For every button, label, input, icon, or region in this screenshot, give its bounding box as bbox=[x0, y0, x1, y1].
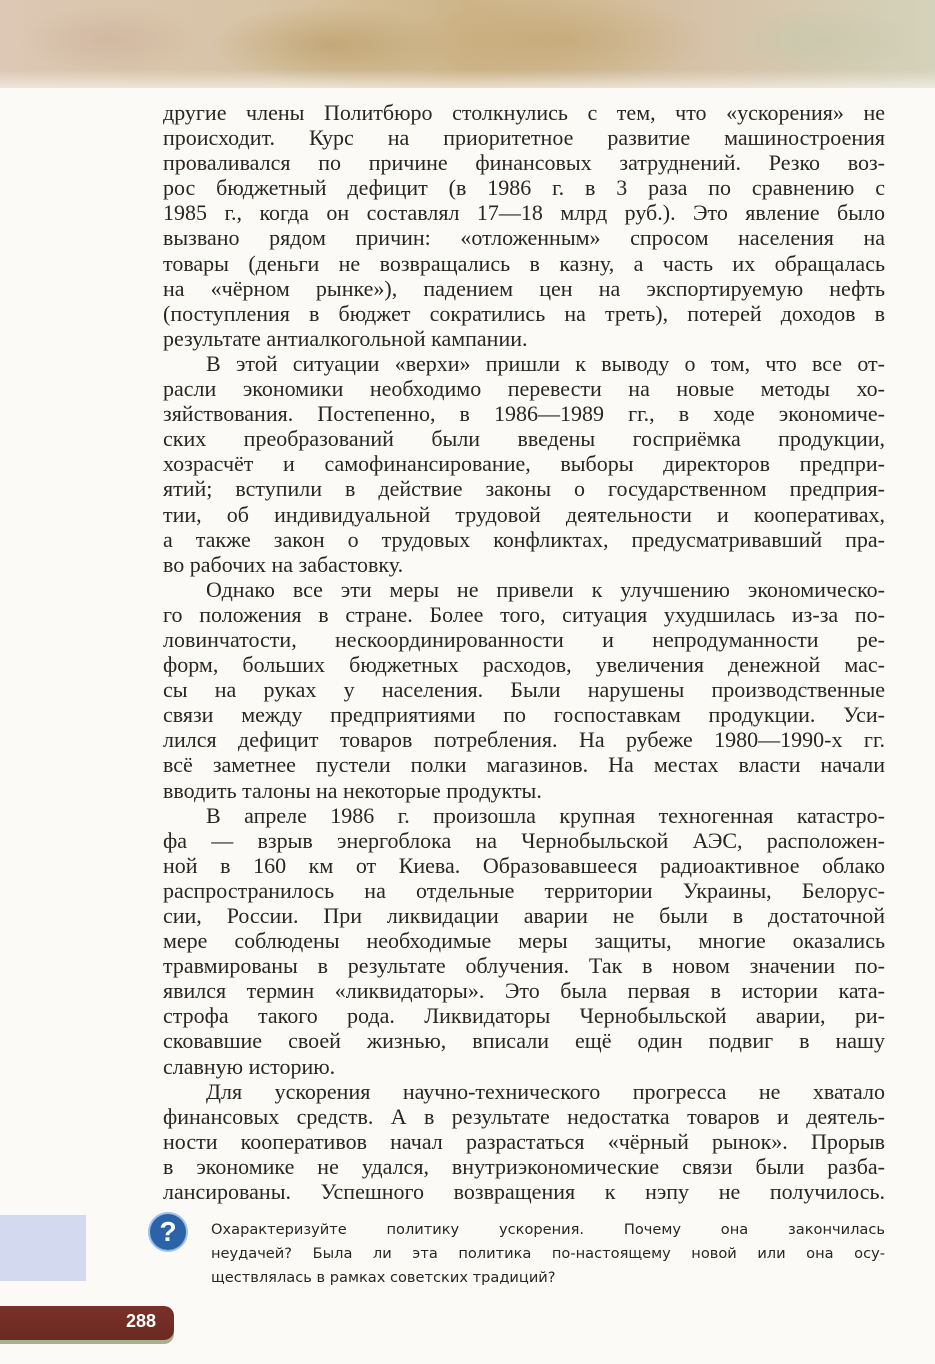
text-line: сковавшие своей жизнью, вписали ещё один подвиг в нашу bbox=[163, 1028, 885, 1054]
question-line: ществлялась в рамках советских традиций? bbox=[211, 1269, 556, 1286]
text-line: В этой ситуации «верхи» пришли к выводу о том, что все от- bbox=[206, 350, 885, 376]
text-line: распространилось на отдельные территории Украины, Белорус- bbox=[163, 877, 885, 903]
paragraph bbox=[163, 577, 885, 803]
paragraph bbox=[163, 1079, 885, 1204]
text-line: товары (деньги не возвращались в казну, а часть их обращалась bbox=[163, 250, 885, 276]
text-line: го положения в стране. Более того, ситуация ухудшилась из-за по- bbox=[163, 601, 885, 627]
question-mark-icon: ? bbox=[150, 1214, 186, 1250]
text-line: лансированы. Успешного возвращения к нэпу не получилось. bbox=[163, 1179, 885, 1205]
text-line: строфа такого рода. Ликвидаторы Чернобыльской аварии, ри- bbox=[163, 1003, 885, 1029]
text-line: всё заметнее пустели полки магазинов. На местах власти начали bbox=[163, 752, 885, 778]
text-line: хозрасчёт и самофинансирование, выборы директоров предпри- bbox=[163, 451, 885, 477]
page-number-tab bbox=[0, 1306, 174, 1340]
text-line: ловинчатости, нескоординированности и непродуманности ре- bbox=[163, 626, 885, 652]
text-line: во рабочих на забастовку. bbox=[163, 551, 404, 577]
text-line: финансовых средств. А в результате недостатка товаров и деятель- bbox=[163, 1103, 885, 1129]
text-line: 1985 г., когда он составлял 17—18 млрд руб.). Это явление было bbox=[163, 200, 885, 226]
text-line: форм, больших бюджетных расходов, увеличения денежной мас- bbox=[163, 652, 885, 678]
text-line: сы на руках у населения. Были нарушены производственные bbox=[163, 677, 885, 703]
text-line: вводить талоны на некоторые продукты. bbox=[163, 777, 542, 803]
text-line: мере соблюдены необходимые меры защиты, многие оказались bbox=[163, 928, 885, 954]
text-line: В апреле 1986 г. произошла крупная техногенная катастро- bbox=[206, 802, 885, 828]
text-line: Однако все эти меры не привели к улучшению экономическо- bbox=[206, 576, 885, 602]
text-line: связи между предприятиями по госпоставкам продукции. Уси- bbox=[163, 702, 885, 728]
question-margin-box bbox=[0, 1215, 86, 1281]
text-line: сии, России. При ликвидации аварии не были в достаточной bbox=[163, 903, 885, 928]
text-line: в экономике не удался, внутриэкономические связи были разба- bbox=[163, 1153, 885, 1179]
text-line: а также закон о трудовых конфликтах, предусматривавший пра- bbox=[163, 526, 885, 552]
question-line: неудачей? Была ли эта политика по-настоящему новой или она осу- bbox=[211, 1245, 885, 1262]
text-line: рос бюджетный дефицит (в 1986 г. в 3 раза по сравнению с bbox=[163, 175, 885, 201]
text-line: тии, об индивидуальной трудовой деятельности и кооперативах, bbox=[163, 501, 885, 527]
text-line: лился дефицит товаров потребления. На рубеже 1980—1990-х гг. bbox=[163, 727, 885, 753]
text-line: вызвано рядом причин: «отложенным» спросом населения на bbox=[163, 225, 885, 251]
text-line: ских преобразований были введены госприёмка продукции, bbox=[163, 426, 885, 452]
text-line: Для ускорения научно-технического прогресса не хватало bbox=[206, 1078, 885, 1104]
text-line: происходит. Курс на приоритетное развитие машиностроения bbox=[163, 125, 885, 151]
paragraph bbox=[163, 100, 885, 351]
text-line: травмированы в результате облучения. Так в новом значении по- bbox=[163, 953, 885, 979]
question-line: Охарактеризуйте политику ускорения. Почему она закончилась bbox=[211, 1221, 885, 1238]
text-line: фа — взрыв энергоблока на Чернобыльской АЭС, расположен- bbox=[163, 827, 885, 853]
text-line: явился термин «ликвидаторы». Это была первая в истории ката- bbox=[163, 978, 885, 1004]
page-number: 288 bbox=[125, 1311, 156, 1331]
text-line: ятий; вступили в действие законы о государственном предприя- bbox=[163, 476, 885, 502]
text-line: результате антиалкогольной кампании. bbox=[163, 325, 528, 351]
text-line: (поступления в бюджет сократились на треть), потерей доходов в bbox=[163, 300, 885, 326]
review-question bbox=[211, 1218, 885, 1290]
body-text bbox=[163, 100, 885, 1204]
header-fade bbox=[0, 70, 935, 100]
text-line: ности кооперативов начал разрастаться «чёрный рынок». Прорыв bbox=[163, 1128, 885, 1154]
text-line: зяйствования. Постепенно, в 1986—1989 гг., в ходе экономиче- bbox=[163, 401, 885, 427]
text-line: проваливался по причине финансовых затруднений. Резко воз- bbox=[163, 150, 885, 176]
paragraph bbox=[163, 351, 885, 577]
text-line: расли экономики необходимо перевести на новые методы хо- bbox=[163, 376, 885, 402]
text-line: славную историю. bbox=[163, 1053, 336, 1079]
text-line: другие члены Политбюро столкнулись с тем, что «ускорения» не bbox=[163, 100, 885, 125]
paragraph bbox=[163, 803, 885, 1079]
text-line: ной в 160 км от Киева. Образовавшееся радиоактивное облако bbox=[163, 852, 885, 878]
text-line: на «чёрном рынке»), падением цен на экспортируемую нефть bbox=[163, 275, 885, 301]
